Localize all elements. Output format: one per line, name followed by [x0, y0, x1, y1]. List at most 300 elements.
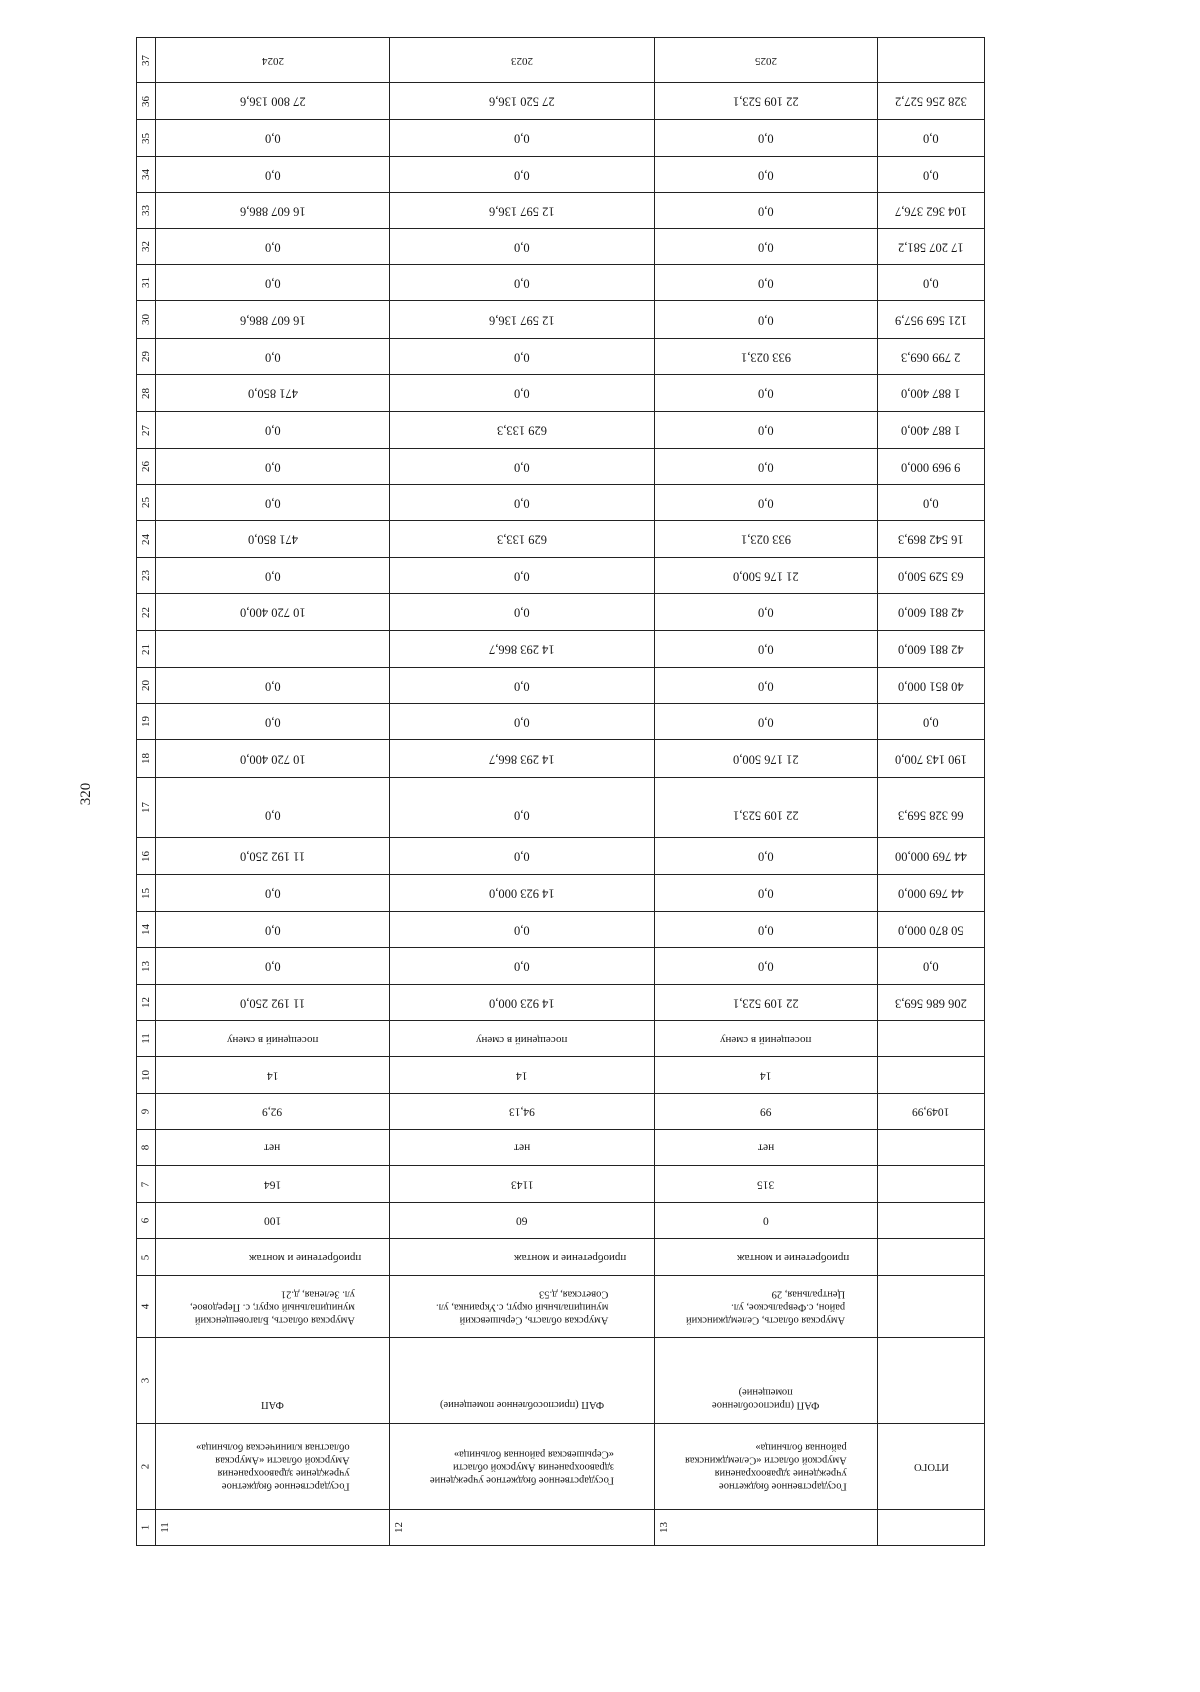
row-itogo-col-26-cell [878, 449, 985, 485]
row-12-col-5-cell [390, 1239, 655, 1276]
row-13-col-33-value: 0,0 [758, 204, 774, 219]
row-12-col-6-value: 60 [516, 1214, 528, 1227]
row-13-col-17-value: 22 109 523,1 [733, 809, 799, 823]
row-13-col-8-value: нет [757, 1141, 775, 1154]
row-itogo-col-27-value: 1 887 400,0 [901, 423, 961, 438]
row-11-col-10-cell [156, 1057, 390, 1094]
row-itogo-col-18-value: 190 143 700,0 [895, 752, 967, 767]
row-12-col-30-value: 12 597 136,6 [489, 313, 555, 328]
row-11-col-22-cell [156, 594, 390, 631]
row-12-col-9-cell [390, 1094, 655, 1130]
row-12-col-20-cell [390, 668, 655, 704]
column-number-cell-33 [137, 193, 156, 229]
column-number-cell-26 [137, 449, 156, 485]
column-number-37: 37 [139, 54, 152, 66]
row-13-col-24-value: 933 023,1 [741, 532, 791, 547]
page-number: 320 [78, 782, 94, 806]
column-number-25: 25 [139, 497, 152, 508]
row-12-col-23-value: 0,0 [514, 569, 530, 584]
row-12-col-31-cell [390, 265, 655, 301]
column-number-5: 5 [139, 1254, 152, 1260]
row-13-col-15-value: 0,0 [758, 886, 774, 901]
row-11-col-31-cell [156, 265, 390, 301]
column-number-4: 4 [139, 1303, 152, 1310]
row-12-col-35-value: 0,0 [514, 131, 530, 146]
row-itogo-col-5-cell [878, 1239, 985, 1276]
row-13-col-28-cell [655, 375, 878, 412]
column-number-cell-28 [137, 375, 156, 412]
row-itogo-col-14-cell [878, 912, 985, 948]
row-itogo-col-30-cell [878, 301, 985, 339]
row-13-col-7-value: 315 [757, 1178, 775, 1191]
row-12-col-27-cell [390, 412, 655, 449]
row-13-col-10-cell [655, 1057, 878, 1094]
column-number-cell-14 [137, 912, 156, 948]
row-11-col-26-cell [156, 449, 390, 485]
row-12-col-5-value: приобретение и монтаж [513, 1251, 626, 1264]
row-13-col-10-value: 14 [760, 1069, 772, 1082]
column-number-26: 26 [139, 461, 152, 472]
row-12-col-37-cell [390, 38, 655, 83]
row-itogo-col-14-value: 50 870 000,0 [898, 923, 964, 938]
row-itogo-col-29-cell [878, 339, 985, 375]
row-13-col-12-cell [655, 985, 878, 1021]
row-13-col-3-value: ФАП (приспособленное помещение) [712, 1385, 820, 1410]
row-13-col-21-value: 0,0 [758, 642, 774, 657]
row-11-col-7-value: 164 [263, 1178, 282, 1191]
column-number-cell-34 [137, 157, 156, 193]
row-11-col-36-cell [156, 83, 390, 120]
row-11-col-6-value: 100 [263, 1214, 282, 1227]
row-11-col-29-value: 0,0 [264, 350, 281, 365]
row-13-col-31-value: 0,0 [758, 276, 774, 291]
row-12-col-25-value: 0,0 [514, 496, 530, 511]
row-itogo-col-34-cell [878, 157, 985, 193]
column-number-cell-13 [137, 948, 156, 985]
row-13-col-25-cell [655, 485, 878, 521]
row-12-col-36-cell [390, 83, 655, 120]
column-number-1: 1 [139, 1524, 152, 1531]
row-11-col-11-value: посещений в смену [226, 1033, 319, 1046]
column-number-10: 10 [139, 1069, 152, 1081]
column-number-22: 22 [139, 606, 152, 618]
row-itogo-col-35-value: 0,0 [923, 131, 939, 146]
row-11-col-22-value: 10 720 400,0 [239, 605, 306, 620]
row-13-col-5-cell [655, 1239, 878, 1276]
row-12-col-24-value: 629 133,3 [497, 532, 547, 547]
column-number-36: 36 [139, 95, 152, 107]
row-11-col-33-cell [156, 193, 390, 229]
row-11-col-9-value: 92,9 [262, 1105, 283, 1118]
column-number-cell-30 [137, 301, 156, 339]
row-12-col-21-value: 14 293 866,7 [489, 642, 555, 657]
row-13-col-34-cell [655, 157, 878, 193]
row-itogo-col-6-cell [878, 1203, 985, 1239]
row-11-col-3-cell [156, 1338, 390, 1424]
row-11-col-36-value: 27 800 136,6 [239, 94, 306, 109]
row-11-col-11-cell [156, 1021, 390, 1057]
row-12-col-23-cell [390, 558, 655, 594]
column-number-7: 7 [139, 1181, 152, 1187]
row-13-col-14-cell [655, 912, 878, 948]
row-13-col-27-value: 0,0 [758, 423, 774, 438]
row-12-col-29-value: 0,0 [514, 350, 530, 365]
column-number-cell-1 [137, 1510, 156, 1546]
row-13-col-21-cell [655, 631, 878, 668]
column-number-cell-5 [137, 1239, 156, 1276]
column-number-31: 31 [139, 277, 152, 288]
row-12-col-12-value: 14 923 000,0 [489, 996, 555, 1011]
row-12-col-12-cell [390, 985, 655, 1021]
row-11-col-1-value: 11 [158, 1522, 171, 1533]
row-12-col-4-cell [390, 1276, 655, 1338]
row-13-col-18-value: 21 176 500,0 [733, 752, 799, 767]
row-13-col-2-value: Государственное бюджетное учреждение здравоохранения Амурской области «Селемджинская районная больница» [685, 1441, 847, 1492]
row-13-col-16-cell [655, 838, 878, 875]
row-13-col-2-cell [655, 1424, 878, 1510]
row-12-col-32-value: 0,0 [514, 240, 530, 255]
row-itogo-col-9-value: 1049,99 [912, 1105, 950, 1118]
row-13-col-5-value: приобретение и монтаж [736, 1251, 849, 1264]
row-itogo-col-10-cell [878, 1057, 985, 1094]
row-12-col-33-cell [390, 193, 655, 229]
row-11-col-35-cell [156, 120, 390, 157]
row-13-col-7-cell [655, 1166, 878, 1203]
column-number-cell-19 [137, 704, 156, 740]
row-itogo-col-25-cell [878, 485, 985, 521]
row-itogo-col-33-cell [878, 193, 985, 229]
row-11-col-33-value: 16 607 886,6 [239, 204, 306, 219]
column-number-18: 18 [139, 753, 152, 764]
row-12-col-14-value: 0,0 [514, 923, 530, 938]
row-itogo-col-9-cell [878, 1094, 985, 1130]
column-number-2: 2 [139, 1463, 152, 1470]
row-itogo-col-25-value: 0,0 [923, 496, 939, 511]
row-11-col-16-cell [156, 838, 390, 875]
row-12-col-26-cell [390, 449, 655, 485]
row-itogo-col-16-cell [878, 838, 985, 875]
row-12-col-3-cell [390, 1338, 655, 1424]
column-number-cell-6 [137, 1203, 156, 1239]
row-13-col-9-value: 99 [760, 1105, 772, 1118]
row-13-col-32-value: 0,0 [758, 240, 774, 255]
row-itogo-col-23-cell [878, 558, 985, 594]
row-12-col-7-value: 1143 [510, 1178, 534, 1191]
row-12-col-13-value: 0,0 [514, 959, 530, 974]
row-13-col-27-cell [655, 412, 878, 449]
row-13-col-6-cell [655, 1203, 878, 1239]
row-13-col-26-value: 0,0 [758, 460, 774, 475]
row-13-col-3-cell [655, 1338, 878, 1424]
row-12-col-17-value: 0,0 [514, 809, 530, 823]
row-13-col-18-cell [655, 740, 878, 778]
row-itogo-col-19-value: 0,0 [923, 715, 939, 730]
row-11-col-35-value: 0,0 [264, 131, 281, 146]
column-number-35: 35 [139, 132, 152, 144]
row-13-col-28-value: 0,0 [758, 386, 774, 401]
column-number-cell-21 [137, 631, 156, 668]
row-11-col-12-cell [156, 985, 390, 1021]
row-13-col-9-cell [655, 1094, 878, 1130]
row-13-col-19-value: 0,0 [758, 715, 774, 730]
column-number-cell-27 [137, 412, 156, 449]
column-number-13: 13 [139, 960, 152, 972]
row-11-col-15-value: 0,0 [264, 886, 281, 901]
row-13-col-30-cell [655, 301, 878, 339]
column-number-14: 14 [139, 924, 152, 935]
row-12-col-7-cell [390, 1166, 655, 1203]
row-itogo-col-17-cell [878, 778, 985, 838]
row-13-col-36-value: 22 109 523,1 [733, 94, 799, 109]
row-12-col-18-value: 14 293 866,7 [489, 752, 555, 767]
row-itogo-col-2-cell [878, 1424, 985, 1510]
row-itogo-col-8-cell [878, 1130, 985, 1166]
row-itogo-col-13-value: 0,0 [923, 959, 939, 974]
row-13-col-11-cell [655, 1021, 878, 1057]
row-11-col-4-cell [156, 1276, 390, 1338]
row-11-col-23-value: 0,0 [264, 569, 281, 584]
row-11-col-10-value: 14 [266, 1069, 279, 1082]
row-13-col-35-value: 0,0 [758, 131, 774, 146]
column-number-cell-2 [137, 1424, 156, 1510]
row-11-col-23-cell [156, 558, 390, 594]
row-13-col-20-value: 0,0 [758, 679, 774, 694]
row-12-col-1-cell [390, 1510, 655, 1546]
row-11-col-29-cell [156, 339, 390, 375]
row-13-col-16-value: 0,0 [758, 849, 774, 864]
row-13-col-29-value: 933 023,1 [741, 350, 791, 365]
row-13-col-12-value: 22 109 523,1 [733, 996, 799, 1011]
column-number-24: 24 [139, 533, 152, 545]
row-12-col-14-cell [390, 912, 655, 948]
row-13-col-14-value: 0,0 [758, 923, 774, 938]
column-number-6: 6 [139, 1217, 152, 1224]
column-number-cell-36 [137, 83, 156, 120]
column-number-cell-23 [137, 558, 156, 594]
row-12-col-20-value: 0,0 [514, 679, 530, 694]
data-table [136, 37, 985, 1546]
row-itogo-col-4-cell [878, 1276, 985, 1338]
column-number-cell-24 [137, 521, 156, 558]
row-12-col-34-cell [390, 157, 655, 193]
row-11-col-30-value: 16 607 886,6 [239, 313, 306, 328]
row-11-col-5-value: приобретение и монтаж [248, 1251, 361, 1264]
column-number-cell-37 [137, 38, 156, 83]
row-12-col-28-cell [390, 375, 655, 412]
row-12-col-18-cell [390, 740, 655, 778]
row-11-col-18-value: 10 720 400,0 [239, 752, 306, 767]
row-11-col-27-cell [156, 412, 390, 449]
column-number-3: 3 [139, 1377, 152, 1384]
row-itogo-col-37-cell [878, 38, 985, 83]
row-13-col-29-cell [655, 339, 878, 375]
row-13-col-15-cell [655, 875, 878, 912]
row-itogo-col-21-cell [878, 631, 985, 668]
row-13-col-24-cell [655, 521, 878, 558]
row-12-col-30-cell [390, 301, 655, 339]
row-11-col-25-value: 0,0 [264, 496, 281, 511]
row-11-col-13-cell [156, 948, 390, 985]
column-number-cell-17 [137, 778, 156, 838]
row-12-col-37-value: 2023 [511, 54, 533, 67]
row-13-col-31-cell [655, 265, 878, 301]
column-number-19: 19 [139, 716, 152, 727]
column-number-cell-10 [137, 1057, 156, 1094]
row-11-col-13-value: 0,0 [264, 959, 281, 974]
row-itogo-col-13-cell [878, 948, 985, 985]
row-itogo-col-23-value: 63 529 500,0 [898, 569, 964, 584]
row-itogo-col-28-cell [878, 375, 985, 412]
row-13-col-37-cell [655, 38, 878, 83]
row-13-col-30-value: 0,0 [758, 313, 774, 328]
column-number-15: 15 [139, 887, 152, 899]
row-12-col-36-value: 27 520 136,6 [489, 94, 555, 109]
row-11-col-34-cell [156, 157, 390, 193]
row-12-col-28-value: 0,0 [514, 386, 530, 401]
row-itogo-col-33-value: 104 362 376,7 [895, 204, 967, 219]
column-number-cell-31 [137, 265, 156, 301]
row-12-col-8-cell [390, 1130, 655, 1166]
column-number-cell-16 [137, 838, 156, 875]
row-11-col-17-value: 0,0 [264, 809, 281, 823]
row-12-col-15-cell [390, 875, 655, 912]
row-itogo-col-27-cell [878, 412, 985, 449]
row-12-col-31-value: 0,0 [514, 276, 530, 291]
column-number-9: 9 [139, 1108, 152, 1115]
row-12-col-21-cell [390, 631, 655, 668]
row-12-col-6-cell [390, 1203, 655, 1239]
row-12-col-11-cell [390, 1021, 655, 1057]
column-number-cell-15 [137, 875, 156, 912]
column-number-20: 20 [139, 680, 152, 691]
row-11-col-19-value: 0,0 [264, 715, 281, 730]
column-number-cell-12 [137, 985, 156, 1021]
row-itogo-col-19-cell [878, 704, 985, 740]
row-12-col-15-value: 14 923 000,0 [489, 886, 555, 901]
row-12-col-11-value: посещений в смену [476, 1033, 568, 1046]
row-11-col-24-cell [156, 521, 390, 558]
row-itogo-col-2-value: ИТОГО [913, 1461, 949, 1473]
row-11-col-20-value: 0,0 [264, 679, 281, 694]
row-itogo-col-34-value: 0,0 [923, 168, 939, 183]
column-number-11: 11 [139, 1033, 152, 1044]
row-11-col-9-cell [156, 1094, 390, 1130]
row-itogo-col-20-cell [878, 668, 985, 704]
row-itogo-col-17-value: 66 328 569,3 [898, 809, 964, 823]
row-itogo-col-30-value: 121 569 957,9 [895, 313, 967, 328]
column-number-cell-7 [137, 1166, 156, 1203]
column-number-cell-18 [137, 740, 156, 778]
row-itogo-col-15-value: 44 769 000,0 [898, 886, 964, 901]
row-itogo-col-31-cell [878, 265, 985, 301]
row-11-col-8-value: нет [264, 1141, 281, 1154]
row-12-col-2-value: Государственное бюджетное учреждение здравоохранения Амурской области «Серышевская районная больница» [430, 1447, 614, 1486]
row-12-col-16-value: 0,0 [514, 849, 530, 864]
row-13-col-13-cell [655, 948, 878, 985]
row-11-col-37-value: 2024 [261, 54, 284, 67]
column-number-cell-11 [137, 1021, 156, 1057]
row-12-col-35-cell [390, 120, 655, 157]
row-itogo-col-36-value: 328 256 527,2 [895, 94, 967, 109]
row-12-col-22-cell [390, 594, 655, 631]
row-13-col-8-cell [655, 1130, 878, 1166]
column-number-23: 23 [139, 570, 152, 581]
column-number-28: 28 [139, 387, 152, 399]
column-number-cell-25 [137, 485, 156, 521]
column-number-21: 21 [139, 643, 152, 655]
row-13-col-20-cell [655, 668, 878, 704]
row-itogo-col-22-cell [878, 594, 985, 631]
row-11-col-14-cell [156, 912, 390, 948]
row-11-col-19-cell [156, 704, 390, 740]
column-number-29: 29 [139, 351, 152, 362]
column-number-cell-32 [137, 229, 156, 265]
row-11-col-37-cell [156, 38, 390, 83]
row-13-col-4-cell [655, 1276, 878, 1338]
row-itogo-col-26-value: 9 969 000,0 [901, 460, 961, 475]
row-itogo-col-12-cell [878, 985, 985, 1021]
row-12-col-26-value: 0,0 [514, 460, 530, 475]
row-itogo-col-36-cell [878, 83, 985, 120]
row-13-col-37-value: 2025 [755, 54, 777, 67]
row-13-col-13-value: 0,0 [758, 959, 774, 974]
column-number-30: 30 [139, 314, 152, 325]
row-12-col-4-value: Амурская область, Серышевский муниципальный округ, с.Украинка, ул. Советская, д.53 [435, 1287, 609, 1326]
row-itogo-col-22-value: 42 881 600,0 [898, 605, 964, 620]
column-number-cell-35 [137, 120, 156, 157]
row-13-col-23-cell [655, 558, 878, 594]
row-12-col-34-value: 0,0 [514, 168, 530, 183]
row-11-col-27-value: 0,0 [264, 423, 281, 438]
row-11-col-4-value: Амурская область, Благовещенский муниципальный округ, с. Передовое, ул. Зеленая, д.21 [190, 1287, 355, 1326]
row-11-col-14-value: 0,0 [264, 923, 281, 938]
row-13-col-1-value: 13 [658, 1522, 670, 1533]
row-12-col-32-cell [390, 229, 655, 265]
row-11-col-16-value: 11 192 250,0 [239, 849, 306, 864]
row-12-col-16-cell [390, 838, 655, 875]
row-12-col-8-value: нет [513, 1141, 531, 1154]
row-itogo-col-31-value: 0,0 [923, 276, 939, 291]
row-12-col-27-value: 629 133,3 [497, 423, 547, 438]
row-12-col-25-cell [390, 485, 655, 521]
row-12-col-33-value: 12 597 136,6 [489, 204, 555, 219]
row-itogo-col-35-cell [878, 120, 985, 157]
row-11-col-24-value: 471 850,0 [247, 532, 298, 547]
column-number-27: 27 [139, 424, 152, 436]
column-number-16: 16 [139, 850, 152, 862]
row-itogo-col-3-cell [878, 1338, 985, 1424]
row-13-col-34-value: 0,0 [758, 168, 774, 183]
column-number-cell-9 [137, 1094, 156, 1130]
row-11-col-20-cell [156, 668, 390, 704]
row-11-col-32-value: 0,0 [264, 240, 281, 255]
column-number-34: 34 [139, 169, 152, 180]
row-itogo-col-28-value: 1 887 400,0 [901, 386, 961, 401]
row-13-col-1-cell [655, 1510, 878, 1546]
column-number-32: 32 [139, 241, 152, 252]
column-number-cell-29 [137, 339, 156, 375]
row-12-col-17-cell [390, 778, 655, 838]
row-12-col-22-value: 0,0 [514, 605, 530, 620]
row-12-col-10-value: 14 [516, 1069, 528, 1082]
row-13-col-19-cell [655, 704, 878, 740]
row-13-col-4-value: Амурская область, Селемджинский район, с.Февральское, ул. Центральная, 29 [686, 1287, 846, 1326]
row-13-col-22-cell [655, 594, 878, 631]
row-itogo-col-15-cell [878, 875, 985, 912]
row-11-col-18-cell [156, 740, 390, 778]
row-13-col-35-cell [655, 120, 878, 157]
row-itogo-col-7-cell [878, 1166, 985, 1203]
